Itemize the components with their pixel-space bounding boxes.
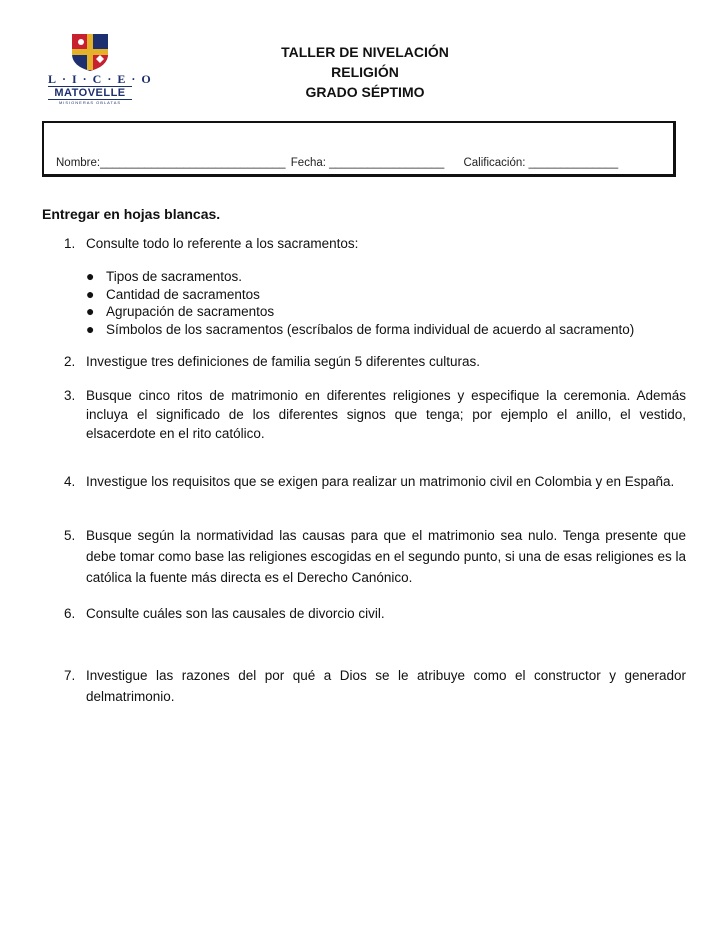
item-text: Busque según la normatividad las causas para que el matrimonio sea nulo. Tenga presente que debe tomar como base las religiones escogidas en el segundo punto, si una de esas religiones es la católica la fuente más directa es el Derecho Canónico.: [86, 528, 686, 585]
list-item: [64, 234, 686, 254]
grade-field[interactable]: Calificación: ______________: [463, 157, 619, 169]
title-line-2: RELIGIÓN: [331, 64, 399, 80]
item-number: 3.: [64, 388, 76, 403]
list-item: [64, 386, 686, 443]
title-line-3: GRADO SÉPTIMO: [305, 84, 425, 100]
logo-text-liceo: L·I·C·E·O: [48, 72, 157, 86]
sublist-item: ● Símbolos de los sacramentos (escríbalos de forma individual de acuerdo al sacramento): [86, 320, 635, 337]
list-item: [64, 352, 686, 372]
title-line-1: TALLER DE NIVELACIÓN: [281, 44, 449, 60]
item-number: 2.: [64, 354, 76, 369]
name-field[interactable]: Nombre:_____________________________: [56, 157, 286, 169]
shield-icon: [68, 32, 112, 72]
date-field[interactable]: Fecha: __________________: [290, 157, 445, 169]
bullet-icon: ●: [86, 320, 95, 337]
item-number: 1.: [64, 236, 76, 251]
sublist-item: ● Tipos de sacramentos.: [86, 268, 243, 284]
list-item: [64, 525, 686, 588]
item-text: Consulte todo lo referente a los sacramentos:: [86, 236, 359, 251]
item-text: Busque cinco ritos de matrimonio en diferentes religiones y especifique la ceremonia. Además incluya el significado de los diferentes signos que tenga; por ejemplo el anillo, el vestido, elsacerdote en el rito católico.: [86, 388, 686, 441]
item-number: 4.: [64, 474, 76, 489]
sublist-item: ● Cantidad de sacramentos: [86, 285, 260, 302]
sublist-item: ● Agrupación de sacramentos: [86, 303, 275, 319]
item-number: 7.: [64, 668, 76, 683]
document-title: [200, 42, 530, 102]
list-item: [64, 665, 686, 707]
bullet-icon: ●: [86, 303, 95, 319]
logo-text-subtitle: MISIONERAS OBLATAS: [58, 100, 122, 105]
sacramentos-sublist: [86, 268, 686, 338]
item-number: 5.: [64, 528, 76, 543]
bullet-icon: ●: [86, 268, 95, 284]
item-number: 6.: [64, 606, 76, 621]
list-item: [64, 604, 686, 624]
bullet-icon: ●: [86, 285, 95, 302]
delivery-instruction: Entregar en hojas blancas.: [42, 206, 221, 222]
item-text: Investigue los requisitos que se exigen para realizar un matrimonio civil en Colombia y en España.: [86, 474, 675, 489]
logo-text-matovelle: MATOVELLE: [48, 86, 132, 100]
item-text: Investigue tres definiciones de familia según 5 diferentes culturas.: [86, 354, 480, 369]
item-text: Investigue las razones del por qué a Dios se le atribuye como el constructor y generador delmatrimonio.: [86, 668, 686, 704]
list-item: [64, 471, 686, 492]
school-logo: [48, 32, 157, 105]
student-info-box: [42, 121, 676, 177]
item-text: Consulte cuáles son las causales de divorcio civil.: [86, 606, 385, 621]
